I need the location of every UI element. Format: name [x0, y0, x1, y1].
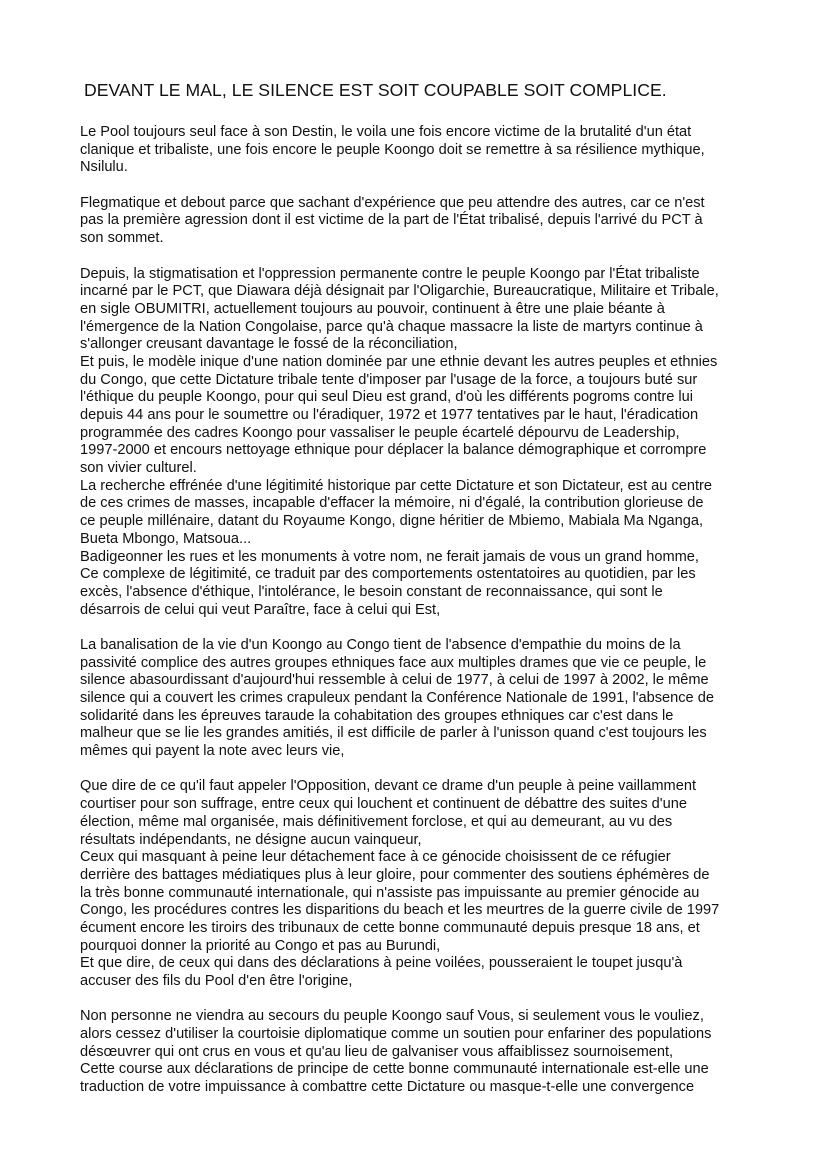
text-line: excès, l'absence d'éthique, l'intolérance, le besoin constant de reconnaissance, qui sont le [80, 583, 663, 600]
text-line: derrière des battages médiatiques plus à leur gloire, pour commenter des soutiens éphémères de [80, 866, 710, 883]
text-line: s'allonger creusant davantage le fossé de la réconciliation, [80, 336, 458, 353]
paragraph [80, 637, 780, 761]
text-line: désarrois de celui qui veut Paraître, face à celui qui Est, [80, 601, 441, 618]
paragraph-gap [80, 619, 780, 637]
text-line: 1997-2000 et encours nettoyage ethnique pour déplacer la balance démographique et corrompre [80, 442, 707, 459]
text-line: Et puis, le modèle inique d'une nation dominée par une ethnie devant les autres peuples et ethnies [80, 353, 718, 370]
text-line: écument encore les tiroirs des tribunaux de cette bonne communauté depuis presque 18 ans, et [80, 919, 700, 936]
text-line: désœuvrer qui ont crus en vous et qu'au lieu de galvaniser vous affaiblissez sournoisement, [80, 1043, 674, 1060]
text-line: son vivier culturel. [80, 460, 197, 477]
text-line: Flegmatique et debout parce que sachant d'expérience que peu attendre des autres, car ce n'est [80, 194, 705, 211]
text-line: traduction de votre impuissance à combattre cette Dictature ou masque-t-elle une convergence [80, 1079, 695, 1096]
text-line: La recherche effrénée d'une légitimité historique par cette Dictature et son Dictateur, est au centre [80, 477, 713, 494]
paragraph [80, 1008, 780, 1096]
text-line: La banalisation de la vie d'un Koongo au Congo tient de l'absence d'empathie du moins de la [80, 636, 681, 653]
paragraph [80, 124, 780, 177]
text-line: incarné par le PCT, que Diawara déjà désignait par l'Oligarchie, Bureaucratique, Militaire et Tribale, [80, 283, 719, 300]
text-line: la très bonne communauté internationale, qui n'assiste pas impuissante au premier génocide au [80, 884, 700, 901]
text-line: élection, même mal organisée, mais définitivement forclose, et qui au demeurant, au vu des [80, 813, 673, 830]
text-line: alors cessez d'utiliser la courtoisie diplomatique comme un soutien pour enfariner des populations [80, 1026, 712, 1043]
text-line: l'émergence de la Nation Congolaise, parce qu'à chaque massacre la liste de martyrs continue à [80, 318, 703, 335]
paragraph [80, 778, 780, 990]
text-line: clanique et tribaliste, une fois encore le peuple Koongo doit se remettre à sa résilience mythique, [80, 141, 705, 158]
text-line: silence abasourdissant d'aujourd'hui ressemble à celui de 1977, à celui de 1997 à 2002, le même [80, 672, 709, 689]
text-line: courtiser pour son suffrage, entre ceux qui louchent et continuent de débattre des suites d'une [80, 796, 687, 813]
document-body [80, 124, 780, 1097]
text-line: silence qui a couvert les crimes crapuleux pendant la Conférence Nationale de 1991, l'absence de [80, 690, 714, 706]
text-line: pourquoi donner la priorité au Congo et pas au Burundi, [80, 937, 441, 954]
text-line: Bueta Mbongo, Matsoua... [80, 530, 252, 547]
text-line: l'éthique du peuple Koongo, pour qui seul Dieu est grand, d'où les différents pogroms contre lui [80, 389, 693, 406]
text-line: Nsilulu. [80, 159, 128, 176]
text-line: Ceux qui masquant à peine leur détachement face à ce génocide choisissent de ce réfugier [80, 849, 671, 866]
text-line: depuis 44 ans pour le soumettre ou l'éradiquer, 1972 et 1977 tentatives par le haut, l'éradication [80, 407, 699, 423]
text-line: du Congo, que cette Dictature tribale tente d'imposer par l'usage de la force, a toujours buté sur [80, 371, 698, 388]
text-line: son sommet. [80, 230, 164, 247]
paragraph-gap [80, 177, 780, 195]
text-line: Et que dire, de ceux qui dans des déclarations à peine voilées, pousseraient le toupet jusqu'à [80, 955, 683, 972]
text-line: résultats indépendants, ne désigne aucun vainqueur, [80, 831, 422, 848]
text-line: Cette course aux déclarations de principe de cette bonne communauté internationale est-elle une [80, 1061, 709, 1078]
text-line: Non personne ne viendra au secours du peuple Koongo sauf Vous, si seulement vous le vouliez, [80, 1008, 704, 1025]
text-line: malheur que se lie les grandes amitiés, il est difficile de parler à l'unisson quand c'est toujours les [80, 725, 707, 742]
text-line: Congo, les procédures contres les disparitions du beach et les meurtres de la guerre civile de 1997 [80, 902, 720, 919]
text-line: mêmes qui payent la note avec leurs vie, [80, 743, 345, 760]
text-line: Ce complexe de légitimité, ce traduit par des comportements ostentatoires au quotidien, par les [80, 566, 696, 583]
text-line: solidarité dans les épreuves taraude la cohabitation des groupes ethniques car c'est dans le [80, 707, 674, 724]
text-line: en sigle OBUMITRI, actuellement toujours au pouvoir, continuent à être une plaie béante à [80, 300, 665, 317]
paragraph [80, 266, 780, 620]
text-line: de ces crimes de masses, incapable d'effacer la mémoire, ni d'égalé, la contribution glorieuse de [80, 495, 704, 512]
text-line: ce peuple millénaire, datant du Royaume Kongo, digne héritier de Mbiemo, Mabiala Ma Nganga, [80, 513, 704, 530]
paragraph-gap [80, 991, 780, 1009]
text-line: programmée des cadres Koongo pour vassaliser le peuple écartelé dépourvu de Leadership, [80, 424, 680, 441]
paragraph-gap [80, 248, 780, 266]
paragraph [80, 195, 780, 248]
paragraph-gap [80, 761, 780, 779]
text-line: pas la première agression dont il est victime de la part de l'État tribalisé, depuis l'arrivé du PCT à [80, 212, 703, 229]
text-line: accuser des fils du Pool d'en être l'origine, [80, 973, 353, 989]
text-line: Que dire de ce qu'il faut appeler l'Opposition, devant ce drame d'un peuple à peine vaillamment [80, 778, 697, 795]
text-line: Le Pool toujours seul face à son Destin, le voila une fois encore victime de la brutalité d'un état [80, 124, 692, 140]
text-line: Badigeonner les rues et les monuments à votre nom, ne ferait jamais de vous un grand homme, [80, 548, 699, 565]
text-line: passivité complice des autres groupes ethniques face aux multiples drames que vie ce peuple, le [80, 654, 707, 671]
document-title: DEVANT LE MAL, LE SILENCE EST SOIT COUPABLE SOIT COMPLICE. [84, 80, 667, 100]
text-line: Depuis, la stigmatisation et l'oppression permanente contre le peuple Koongo par l'État tribaliste [80, 265, 700, 282]
